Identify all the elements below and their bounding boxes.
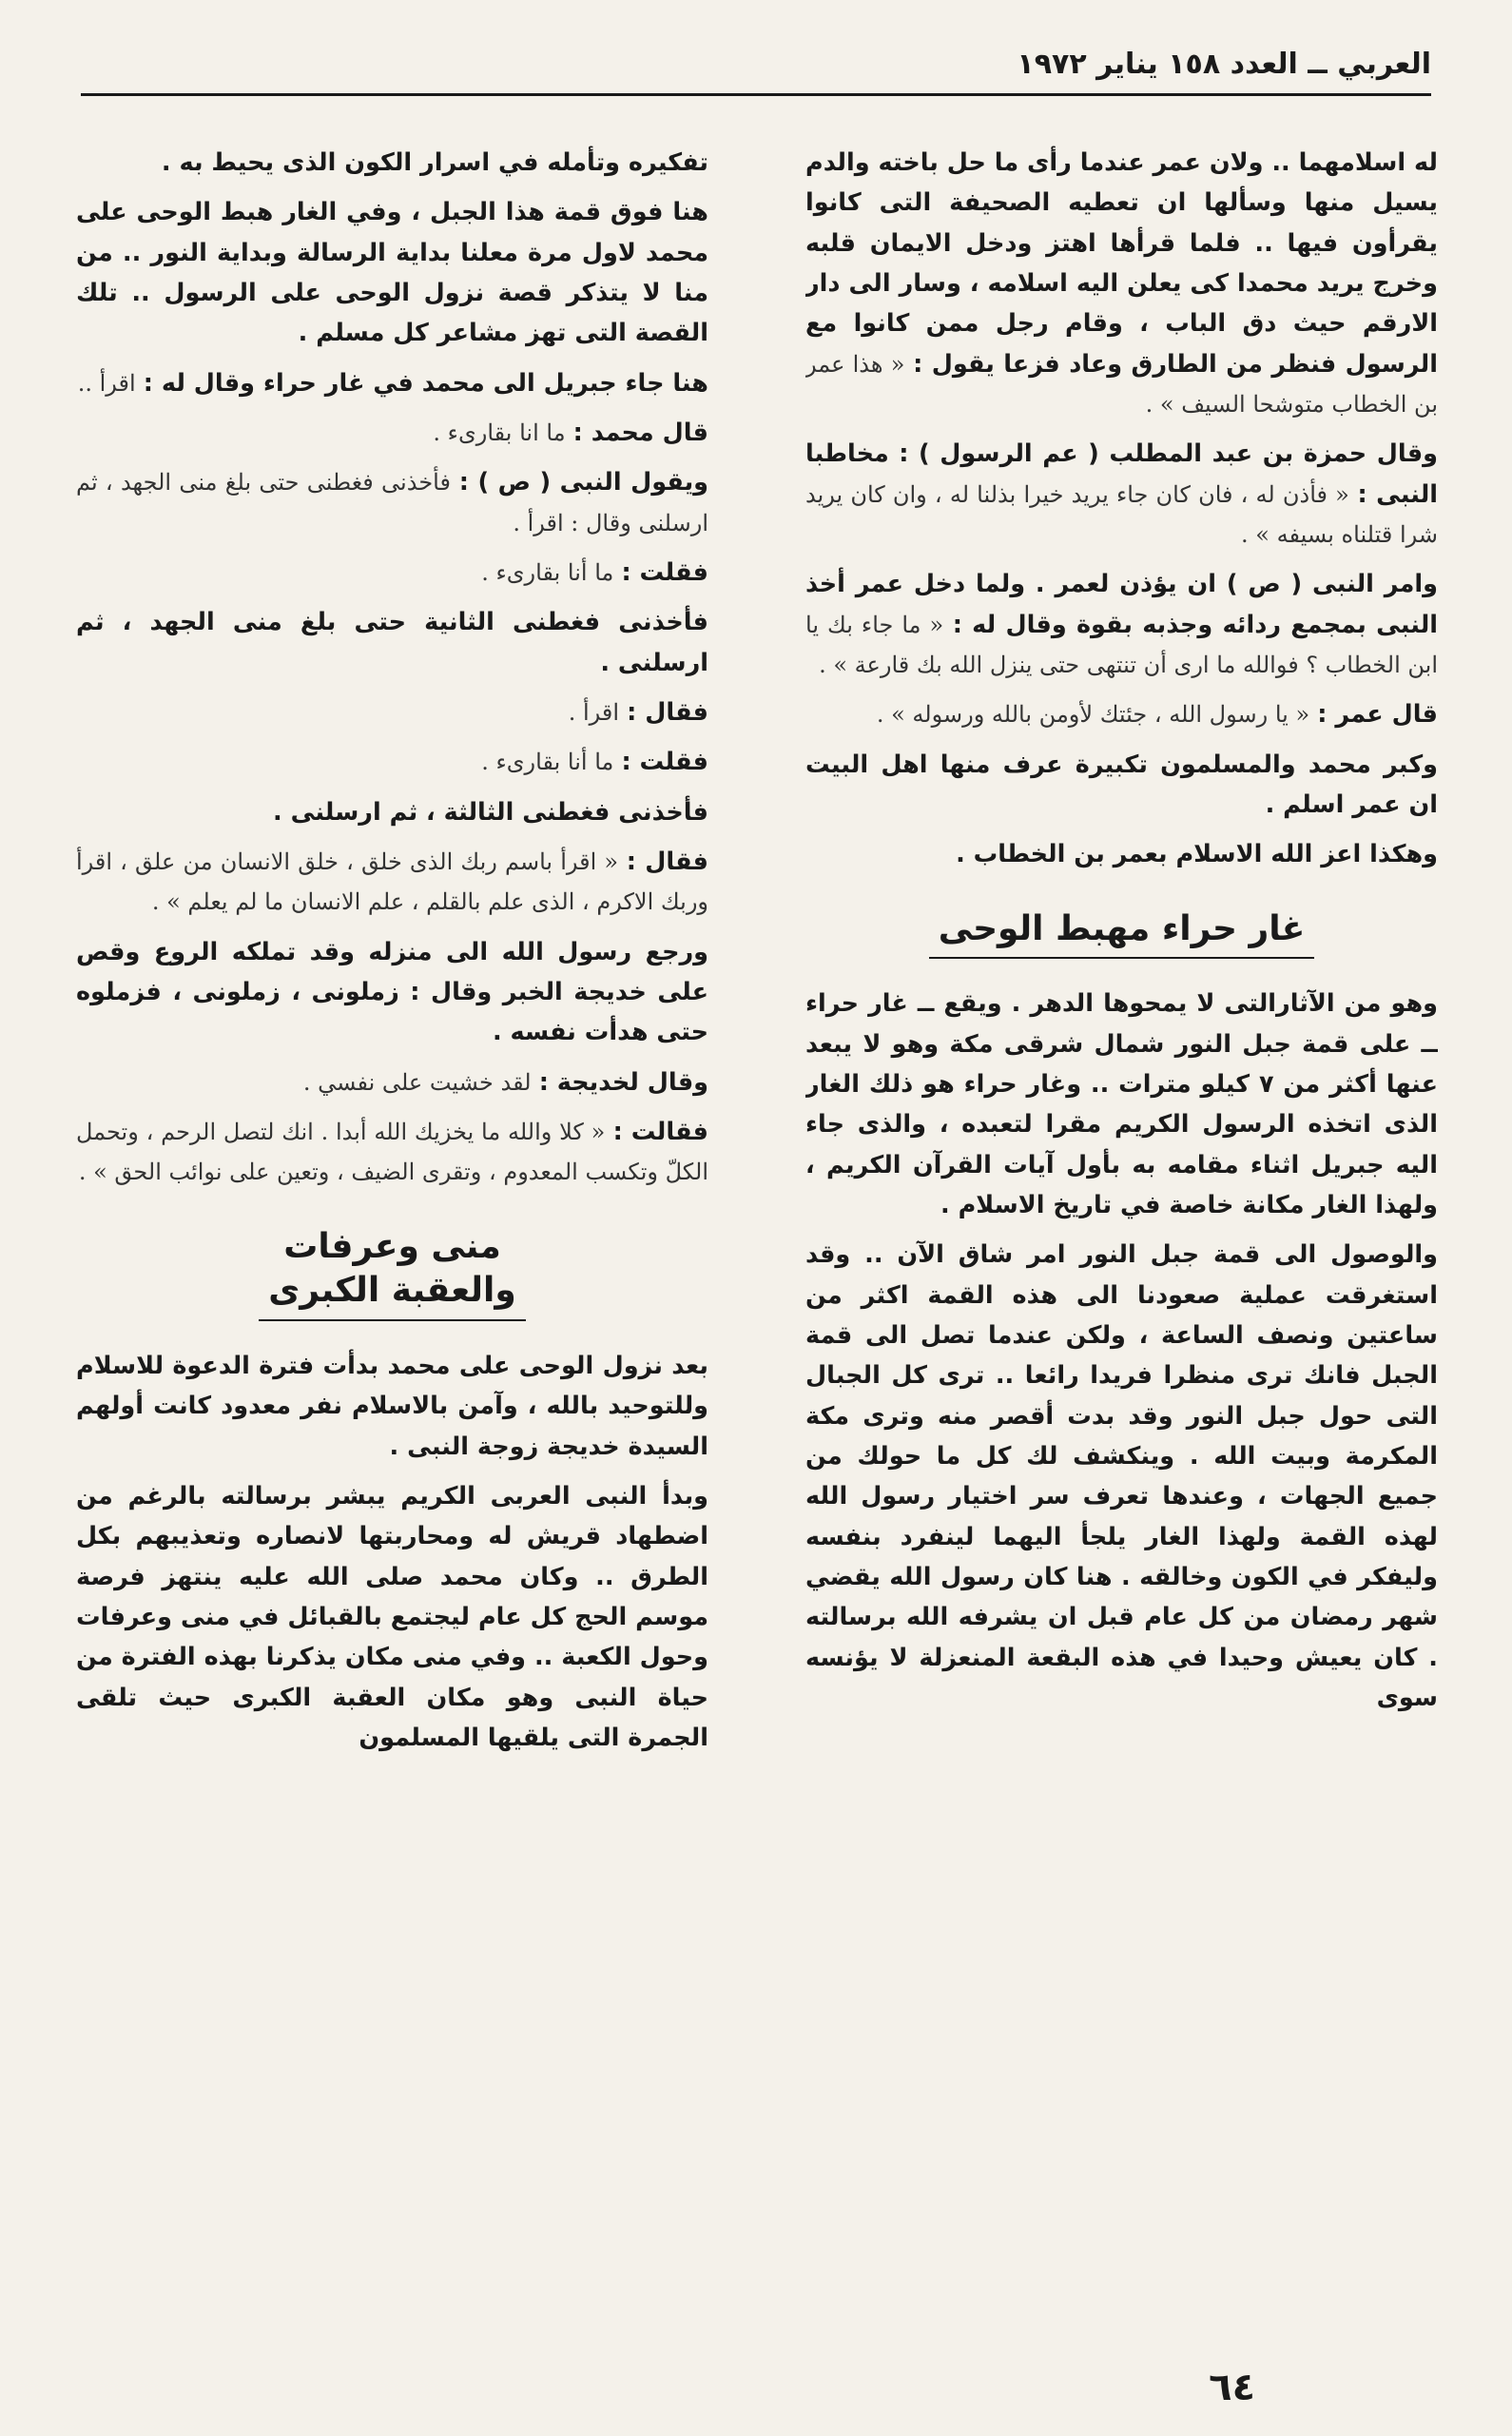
quote-text: « كلا والله ما يخزيك الله أبدا . انك لتصل الرحم ، وتحمل الكلّ وتكسب المعدوم ، وتقرى الضيف ، وتعين على نوائب الحق » .: [76, 1118, 708, 1186]
quote-text: « يا رسول الله ، جئتك لأومن بالله ورسوله » .: [876, 701, 1310, 729]
paragraph: [76, 363, 708, 403]
paragraph: [76, 1062, 708, 1102]
page-number: ٦٤: [1209, 2366, 1255, 2409]
quote-text: « اقرأ باسم ربك الذى خلق ، خلق الانسان من علق ، اقرأ وربك الاكرم ، الذى علم بالقلم ، علم الانسان ما لم يعلم » .: [76, 848, 708, 916]
paragraph: [76, 413, 708, 453]
section-title-mina-arafat: [76, 1225, 708, 1322]
paragraph: [76, 692, 708, 732]
paragraph: [76, 792, 708, 832]
speaker-label: فقلت :: [621, 748, 708, 777]
left-column-section-body: [76, 1346, 708, 1758]
paragraph-text: هنا جاء جبريل الى محمد في غار حراء وقال له :: [143, 368, 708, 398]
paragraph: [805, 834, 1438, 874]
quote-text: « هذا عمر بن الخطاب متوشحا السيف » .: [805, 350, 1438, 418]
paragraph-text: هنا فوق قمة هذا الجبل ، وفي الغار هبط الوحى على محمد لاول مرة معلنا بداية الرسالة وبداية النور .. من منا لا يتذكر قصة نزول الوحى على الرسول .. تلك القصة التى تهز مشاعر كل مسلم .: [76, 198, 708, 348]
left-column-paragraphs: [76, 143, 708, 1193]
right-column-paragraphs: [805, 143, 1438, 875]
section-title-line1: منى وعرفات: [283, 1226, 501, 1266]
running-header: [81, 36, 1431, 96]
paragraph: [76, 192, 708, 353]
quote-text: « فأذن له ، فان كان جاء يريد خيرا بذلنا له ، وان كان يريد شرا قتلناه بسيفه » .: [805, 480, 1438, 548]
quote-text: « ما جاء بك يا ابن الخطاب ؟ فوالله ما ارى أن تنتهى حتى ينزل الله بك قارعة » .: [805, 611, 1438, 678]
paragraph-text: وقال حمزة بن عبد المطلب ( عم الرسول ) : مخاطبا النبى :: [805, 439, 1438, 509]
speaker-label: ويقول النبى ( ص ) :: [458, 468, 708, 497]
section-title-ghar-hira: غار حراء مهبط الوحى: [805, 907, 1438, 960]
paragraph: [76, 143, 708, 183]
paragraph-text: فأخذنى فغطنى الثالثة ، ثم ارسلنى .: [273, 797, 708, 827]
paragraph: [805, 745, 1438, 826]
paragraph-text: وهكذا اعز الله الاسلام بعمر بن الخطاب .: [956, 840, 1438, 869]
header-text: العربي ــ العدد ١٥٨ يناير ١٩٧٢: [1017, 48, 1431, 81]
paragraph: [76, 462, 708, 543]
paragraph-text: وامر النبى ( ص ) ان يؤذن لعمر . ولما دخل عمر أخذ النبى بمجمع ردائه وجذبه بقوة وقال له :: [805, 570, 1438, 639]
paragraph: [805, 434, 1438, 555]
paragraph: [805, 564, 1438, 685]
speaker-label: فقالت :: [612, 1117, 708, 1146]
paragraph: [76, 932, 708, 1053]
paragraph-text: فأخذنى فغطنى الثانية حتى بلغ منى الجهد ، ثم ارسلنى .: [76, 608, 708, 677]
speaker-label: فقال :: [627, 697, 708, 727]
paragraph: [76, 742, 708, 782]
quote-text: ما أنا بقارىء .: [481, 749, 614, 776]
right-column-section-body: [805, 984, 1438, 1718]
paragraph: [76, 1112, 708, 1193]
paragraph: [805, 1235, 1438, 1718]
paragraph: [805, 143, 1438, 424]
speaker-label: فقلت :: [621, 557, 708, 587]
paragraph: [76, 602, 708, 683]
section-title-line2: والعقبة الكبرى: [268, 1271, 516, 1311]
speaker-label: فقال :: [626, 847, 708, 876]
quote-text: ما أنا بقارىء .: [481, 558, 614, 586]
quote-text: لقد خشيت على نفسي .: [302, 1068, 532, 1096]
right-column: [805, 143, 1438, 2330]
left-column: [76, 143, 708, 2330]
speaker-label: قال محمد :: [572, 418, 708, 447]
paragraph-text: ورجع رسول الله الى منزله وقد تملكه الروع وقص على خديجة الخبر وقال : زملونى ، زملونى ، فزملوه حتى هدأت نفسه .: [76, 937, 708, 1047]
paragraph-text: والوصول الى قمة جبل النور امر شاق الآن .. وقد استغرقت عملية صعودنا الى هذه القمة اكثر من ساعتين ونصف الساعة ، ولكن عندما تصل الى قمة الجبل فانك ترى منظرا فريدا رائعا .. ترى كل الجبال التى حول جبل النور وقد بدت أقصر منه وترى مكة المكرمة وبيت الله . وينكشف لك كل ما حولك من جميع الجهات ، وعندها تعرف سر اختيار رسول الله لهذه القمة ولهذا الغار يلجأ اليهما لينفرد بنفسه وليفكر في الكون وخالقه . هنا كان رسول الله يقضي شهر رمضان من كل عام قبل ان يشرفه الله برسالته . كان يعيش وحيدا في هذه البقعة المنعزلة لا يؤنسه سوى: [805, 1240, 1438, 1712]
quote-text: اقرأ .: [568, 698, 620, 726]
paragraph-text: وكبر محمد والمسلمون تكبيرة عرف منها اهل البيت ان عمر اسلم .: [805, 750, 1438, 819]
paragraph: [805, 984, 1438, 1225]
paragraph: [76, 842, 708, 923]
paragraph: [76, 1346, 708, 1467]
paragraph-text: وبدأ النبى العربى الكريم يبشر برسالته بالرغم من اضطهاد قريش له ومحاربتها لانصاره وتعذيبهم بكل الطرق .. وكان محمد صلى الله عليه ينتهز فرصة موسم الحج كل عام ليجتمع بالقبائل في منى وعرفات وحول الكعبة .. وفي منى مكان يذكرنا بهذه الفترة من حياة النبى وهو مكان العقبة الكبرى حيث تلقى الجمرة التى يلقيها المسلمون: [76, 1482, 708, 1753]
speaker-label: وقال لخديجة :: [538, 1067, 708, 1097]
quote-text: فأخذنى فغطنى حتى بلغ منى الجهد ، ثم ارسلنى وقال : اقرأ .: [76, 469, 708, 536]
paragraph-text: له اسلامهما .. ولان عمر عندما رأى ما حل باخته والدم يسيل منها وسألها ان تعطيه الصحيفة التى كانوا يقرأون فيها .. فلما قرأها اهتز ودخل الايمان قلبه وخرج يريد محمدا كى يعلن اليه اسلامه ، وسار الى دار الارقم حيث دق الباب ، وقام رجل ممن كانوا مع الرسول فنظر من الطارق وعاد فزعا يقول :: [805, 148, 1438, 379]
paragraph: [76, 1476, 708, 1758]
paragraph-text: وهو من الآثارالتى لا يمحوها الدهر . ويقع ــ غار حراء ــ على قمة جبل النور شمال شرقى مكة وهو لا يبعد عنها أكثر من ٧ كيلو مترات .. وغار حراء هو ذلك الغار الذى اتخذه الرسول الكريم مقرا لتعبده ، والذى جاء اليه جبريل اثناء مقامه به بأول آيات القرآن الكريم ، ولهذا الغار مكانة خاصة في تاريخ الاسلام .: [805, 989, 1438, 1220]
paragraph-text: بعد نزول الوحى على محمد بدأت فترة الدعوة للاسلام وللتوحيد بالله ، وآمن بالاسلام نفر معدود كانت أولهم السيدة خديجة زوجة النبى .: [76, 1352, 708, 1461]
quote-text: ما انا بقارىء .: [433, 419, 566, 446]
speaker-label: قال عمر :: [1317, 700, 1438, 730]
paragraph: [805, 694, 1438, 734]
paragraph-text: تفكيره وتأمله في اسرار الكون الذى يحيط به .: [161, 148, 708, 177]
paragraph: [76, 553, 708, 593]
quote-text: اقرأ ..: [77, 369, 136, 397]
